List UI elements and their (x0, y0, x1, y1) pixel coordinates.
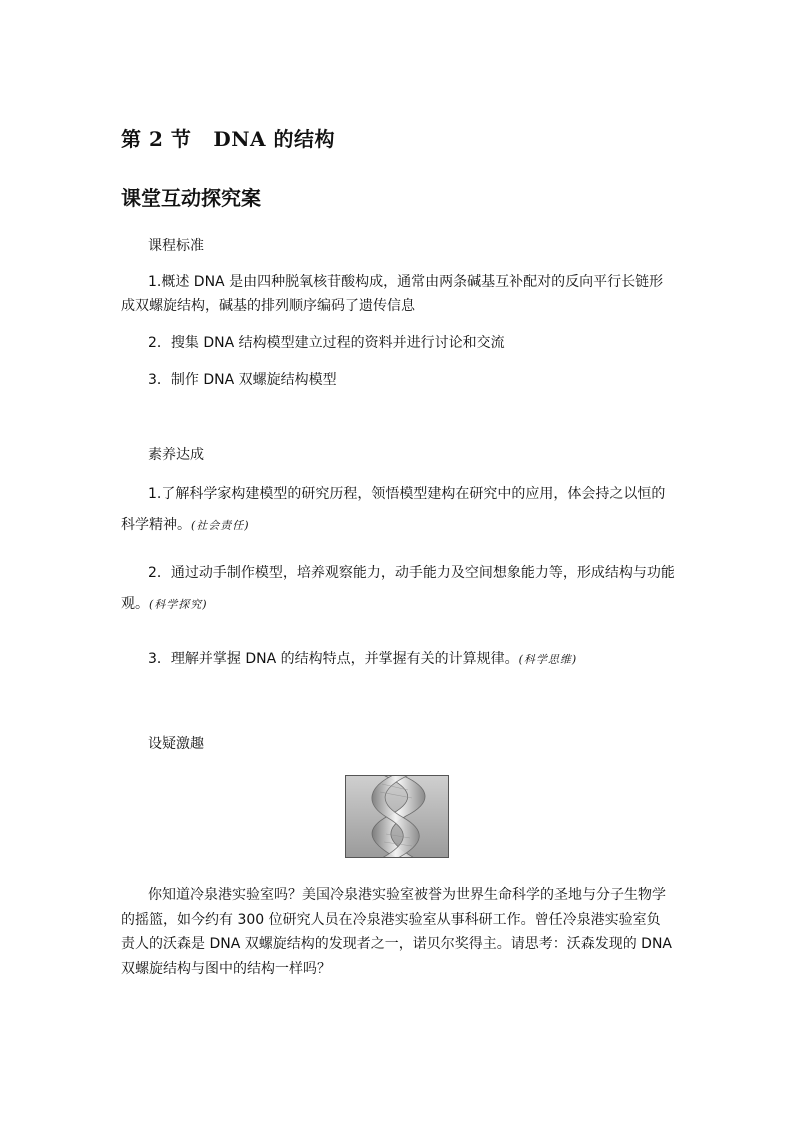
inquiry-paragraph: 你知道冷泉港实验室吗？美国冷泉港实验室被誉为世界生命科学的圣地与分子生物学的摇篮，如今约有 300 位研究人员在冷泉港实验室从事科研工作。曾任冷泉港实验室负责人的沃森是 DNA 双螺旋结构的发现者之一，诺贝尔奖得主。请思考：沃森发现的 DNA 双螺旋结构与图中的结构一样吗？ (121, 887, 673, 977)
literacy-heading: 素养达成 (148, 447, 204, 463)
literacy-item-1-text: 1.了解科学家构建模型的研究历程，领悟模型建构在研究中的应用，体会持之以恒的科学精神。 (121, 486, 666, 533)
literacy-item-3 (121, 644, 676, 675)
literacy-item-2-tag: (科学探究) (149, 598, 208, 611)
standard-item-3: 3．制作 DNA 双螺旋结构模型 (148, 372, 337, 388)
dna-double-helix-illustration (345, 775, 449, 858)
dna-helix-icon (346, 776, 448, 857)
section-number: 第 2 节 (121, 127, 192, 151)
inquiry-heading: 设疑激趣 (148, 736, 204, 752)
literacy-item-1 (121, 479, 676, 541)
literacy-item-2-text: 2．通过动手制作模型，培养观察能力，动手能力及空间想象能力等，形成结构与功能观。 (121, 565, 675, 612)
literacy-item-3-text: 3．理解并掌握 DNA 的结构特点，并掌握有关的计算规律。 (148, 651, 519, 667)
literacy-item-1-tag: (社会责任) (191, 519, 250, 532)
page-subtitle: 课堂互动探究案 (121, 186, 261, 210)
standard-item-1: 1.概述 DNA 是由四种脱氧核苷酸构成，通常由两条碱基互补配对的反向平行长链形成双螺旋结构，碱基的排列顺序编码了遗传信息 (121, 274, 664, 314)
literacy-item-2 (121, 558, 676, 620)
literacy-item-3-tag: (科学思维) (518, 653, 578, 666)
section-topic: DNA 的结构 (213, 127, 335, 151)
section-title (121, 123, 335, 152)
standard-item-2: 2．搜集 DNA 结构模型建立过程的资料并进行讨论和交流 (148, 335, 505, 351)
standards-heading: 课程标准 (148, 238, 204, 254)
